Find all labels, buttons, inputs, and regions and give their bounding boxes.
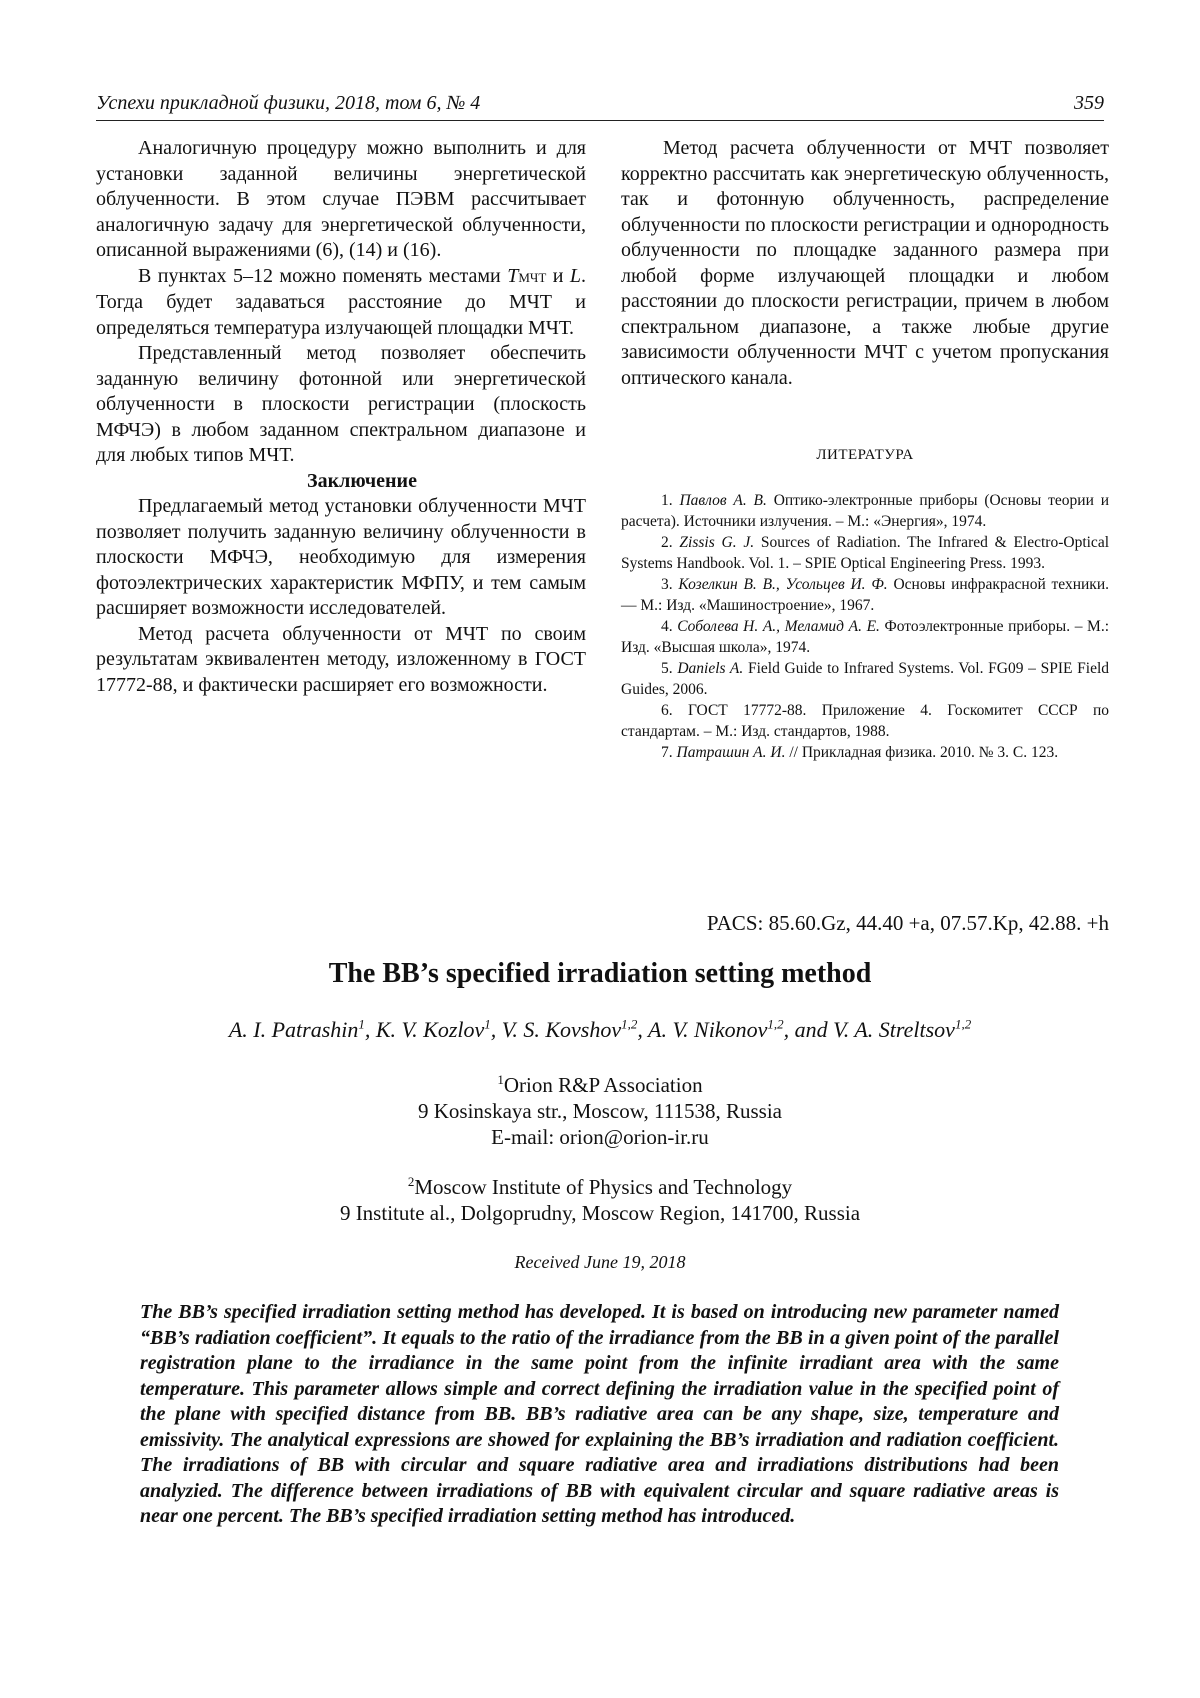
author	[648, 1017, 833, 1042]
author-list	[96, 1017, 1104, 1043]
reference-item	[621, 490, 1109, 532]
text-run: В пунктах 5–12 можно поменять местами	[138, 264, 508, 287]
paragraph: Аналогичную процедуру можно выполнить и для установки заданной величины энергетической облученности. В этом случае ПЭВМ рассчитывает аналогичную задачу для энергетической облученности, описанной выражениями (6), (14) и (16).	[96, 137, 586, 261]
running-header	[96, 90, 1104, 121]
paragraph: Метод расчета облученности от МЧТ позволяет корректно рассчитать как энергетическую облученность, так и фотонную облученность, распределение облученности по плоскости регистрации и однородность облученности по площадке заданного размера при любой форме излучающей площадки и любом расстоянии до плоскости регистрации, причем в любом спектральном диапазоне, а также любые другие зависимости облученности МЧТ с учетом пропускания оптического канала.	[621, 137, 1109, 389]
received-date: Received June 19, 2018	[514, 1252, 686, 1272]
affiliation-name	[96, 1174, 1104, 1200]
author-name: A. I. Patrashin	[228, 1017, 359, 1042]
reference-number: 3.	[661, 575, 673, 593]
affiliation-marker: 1	[484, 1016, 491, 1032]
affiliation-marker: 2	[407, 1174, 415, 1189]
reference-text: // Прикладная физика. 2010. № 3. С. 123.	[785, 743, 1059, 761]
affiliation-marker: 1,2	[767, 1016, 784, 1032]
reference-author: Daniels A.	[677, 659, 744, 677]
author-name: A. V. Nikonov	[648, 1017, 768, 1042]
text-run: и	[546, 264, 570, 287]
reference-text: Основы инфракрасной техники. — М.: Изд. «Машиностроение», 1967.	[621, 575, 1110, 614]
right-column	[621, 136, 1109, 763]
separator: ,	[364, 1017, 376, 1042]
reference-author: Zissis G. J.	[679, 533, 755, 551]
references-list	[621, 490, 1109, 763]
paragraph: Метод расчета облученности от МЧТ по своим результатам эквивалентен методу, изложенному в ГОСТ 17772-88, и фактически расширяет его возможности.	[96, 622, 586, 696]
affiliation-name	[96, 1072, 1104, 1098]
page-number: 359	[1074, 92, 1104, 114]
reference-text: Фотоэлектронные приборы. – М.: Изд. «Высшая школа», 1974.	[621, 617, 1110, 656]
symbol-L: L	[569, 264, 581, 287]
author-name: V. A. Streltsov	[833, 1017, 955, 1042]
affiliation-1	[96, 1072, 1104, 1150]
author	[229, 1017, 376, 1042]
paragraph: Предлагаемый метод установки облученности МЧТ позволяет получить заданную величину облученности в плоскости МФЧЭ, необходимую для измерения фотоэлектрических характеристик МФПУ, и тем самым расширяет возможности исследователей.	[96, 495, 586, 619]
author-name: V. S. Kovshov	[501, 1017, 622, 1042]
reference-text: Оптико-электронные приборы (Основы теории и расчета). Источники излучения. – М.: «Энергия», 1974.	[621, 491, 1110, 530]
affiliation-address: 9 Kosinskaya str., Moscow, 111538, Russia	[418, 1099, 782, 1123]
subscript: МЧТ	[518, 269, 547, 285]
paragraph	[96, 264, 586, 342]
reference-item	[621, 658, 1109, 700]
reference-item	[621, 700, 1109, 742]
reference-author: Патрашин А. И.	[676, 743, 786, 761]
institution-name: Orion R&P Association	[503, 1073, 703, 1097]
affiliation-address: 9 Institute al., Dolgoprudny, Moscow Region, 141700, Russia	[339, 1201, 861, 1225]
references-heading: ЛИТЕРАТУРА	[816, 447, 914, 463]
reference-text: Field Guide to Infrared Systems. Vol. FG09 – SPIE Field Guides, 2006.	[621, 659, 1110, 698]
reference-number: 4.	[661, 617, 673, 635]
author	[833, 1017, 971, 1042]
affiliation-marker: 1,2	[954, 1016, 972, 1032]
affiliation-2	[96, 1174, 1104, 1226]
reference-item	[621, 742, 1109, 763]
reference-number: 5.	[661, 659, 673, 677]
author	[502, 1017, 648, 1042]
reference-number: 6.	[661, 701, 673, 719]
separator: ,	[637, 1017, 648, 1042]
reference-text: Sources of Radiation. The Infrared & Electro-Optical Systems Handbook. Vol. 1. – SPIE Optical Engineering Press. 1993.	[621, 533, 1110, 572]
reference-number: 1.	[661, 491, 673, 509]
reference-item	[621, 532, 1109, 574]
affiliation-email: E-mail: orion@orion-ir.ru	[491, 1125, 709, 1149]
institution-name: Moscow Institute of Physics and Technology	[414, 1175, 793, 1199]
text-run: . Тогда будет задаваться расстояние до МЧТ и определяться температура излучающей площадки МЧТ.	[96, 264, 586, 339]
author	[376, 1017, 502, 1042]
affiliation-marker: 1,2	[621, 1016, 638, 1032]
reference-item	[621, 574, 1109, 616]
journal-citation: Успехи прикладной физики, 2018, том 6, № 4	[96, 92, 481, 114]
pacs-codes: PACS: 85.60.Gz, 44.40 +a, 07.57.Kp, 42.88. +h	[706, 911, 1109, 935]
abstract: The BB’s specified irradiation setting method has developed. It is based on introducing new parameter named “BB’s radiation coefficient”. It equals to the ratio of the irradiance from the BB in a given point of the parallel registration plane to the irradiance in the same point from the infinite irradiant area with the same temperature. This parameter allows simple and correct defining the irradiation value in the specified point of the plane with specified distance from BB. BB’s radiative area can be any shape, size, temperature and emissivity. The analytical expressions are showed for explaining the BB’s irradiation and radiation coefficient. The irradiations of BB with circular and square radiative area and irradiations distributions had been analyzied. The difference between irradiations of BB with equivalent circular and square radiative areas is near one percent. The BB’s specified irradiation setting method has introduced.	[140, 1301, 1059, 1527]
reference-author: Козелкин В. В., Усольцев И. Ф.	[678, 575, 888, 593]
reference-author: Соболева Н. А., Меламид А. Е.	[677, 617, 880, 635]
reference-number: 7.	[661, 743, 673, 761]
left-column	[96, 136, 586, 698]
author-name: K. V. Kozlov	[375, 1017, 485, 1042]
affiliation-marker: 1	[358, 1016, 365, 1032]
separator: , and	[783, 1017, 834, 1042]
affiliation-marker: 1	[497, 1072, 504, 1087]
reference-author: Павлов А. В.	[679, 491, 767, 509]
symbol-T: T	[507, 264, 519, 287]
article-title: The BB’s specified irradiation setting method	[328, 958, 872, 989]
reference-item	[621, 616, 1109, 658]
reference-number: 2.	[661, 533, 673, 551]
reference-text: ГОСТ 17772-88. Приложение 4. Госкомитет СССР по стандартам. – М.: Изд. стандартов, 1988.	[621, 701, 1110, 740]
paragraph: Представленный метод позволяет обеспечить заданную величину фотонной или энергетической облученности в плоскости регистрации (плоскость МФЧЭ) в любом заданном спектральном диапазоне и для любых типов МЧТ.	[96, 342, 586, 466]
section-heading: Заключение	[307, 469, 417, 492]
separator: ,	[490, 1017, 502, 1042]
